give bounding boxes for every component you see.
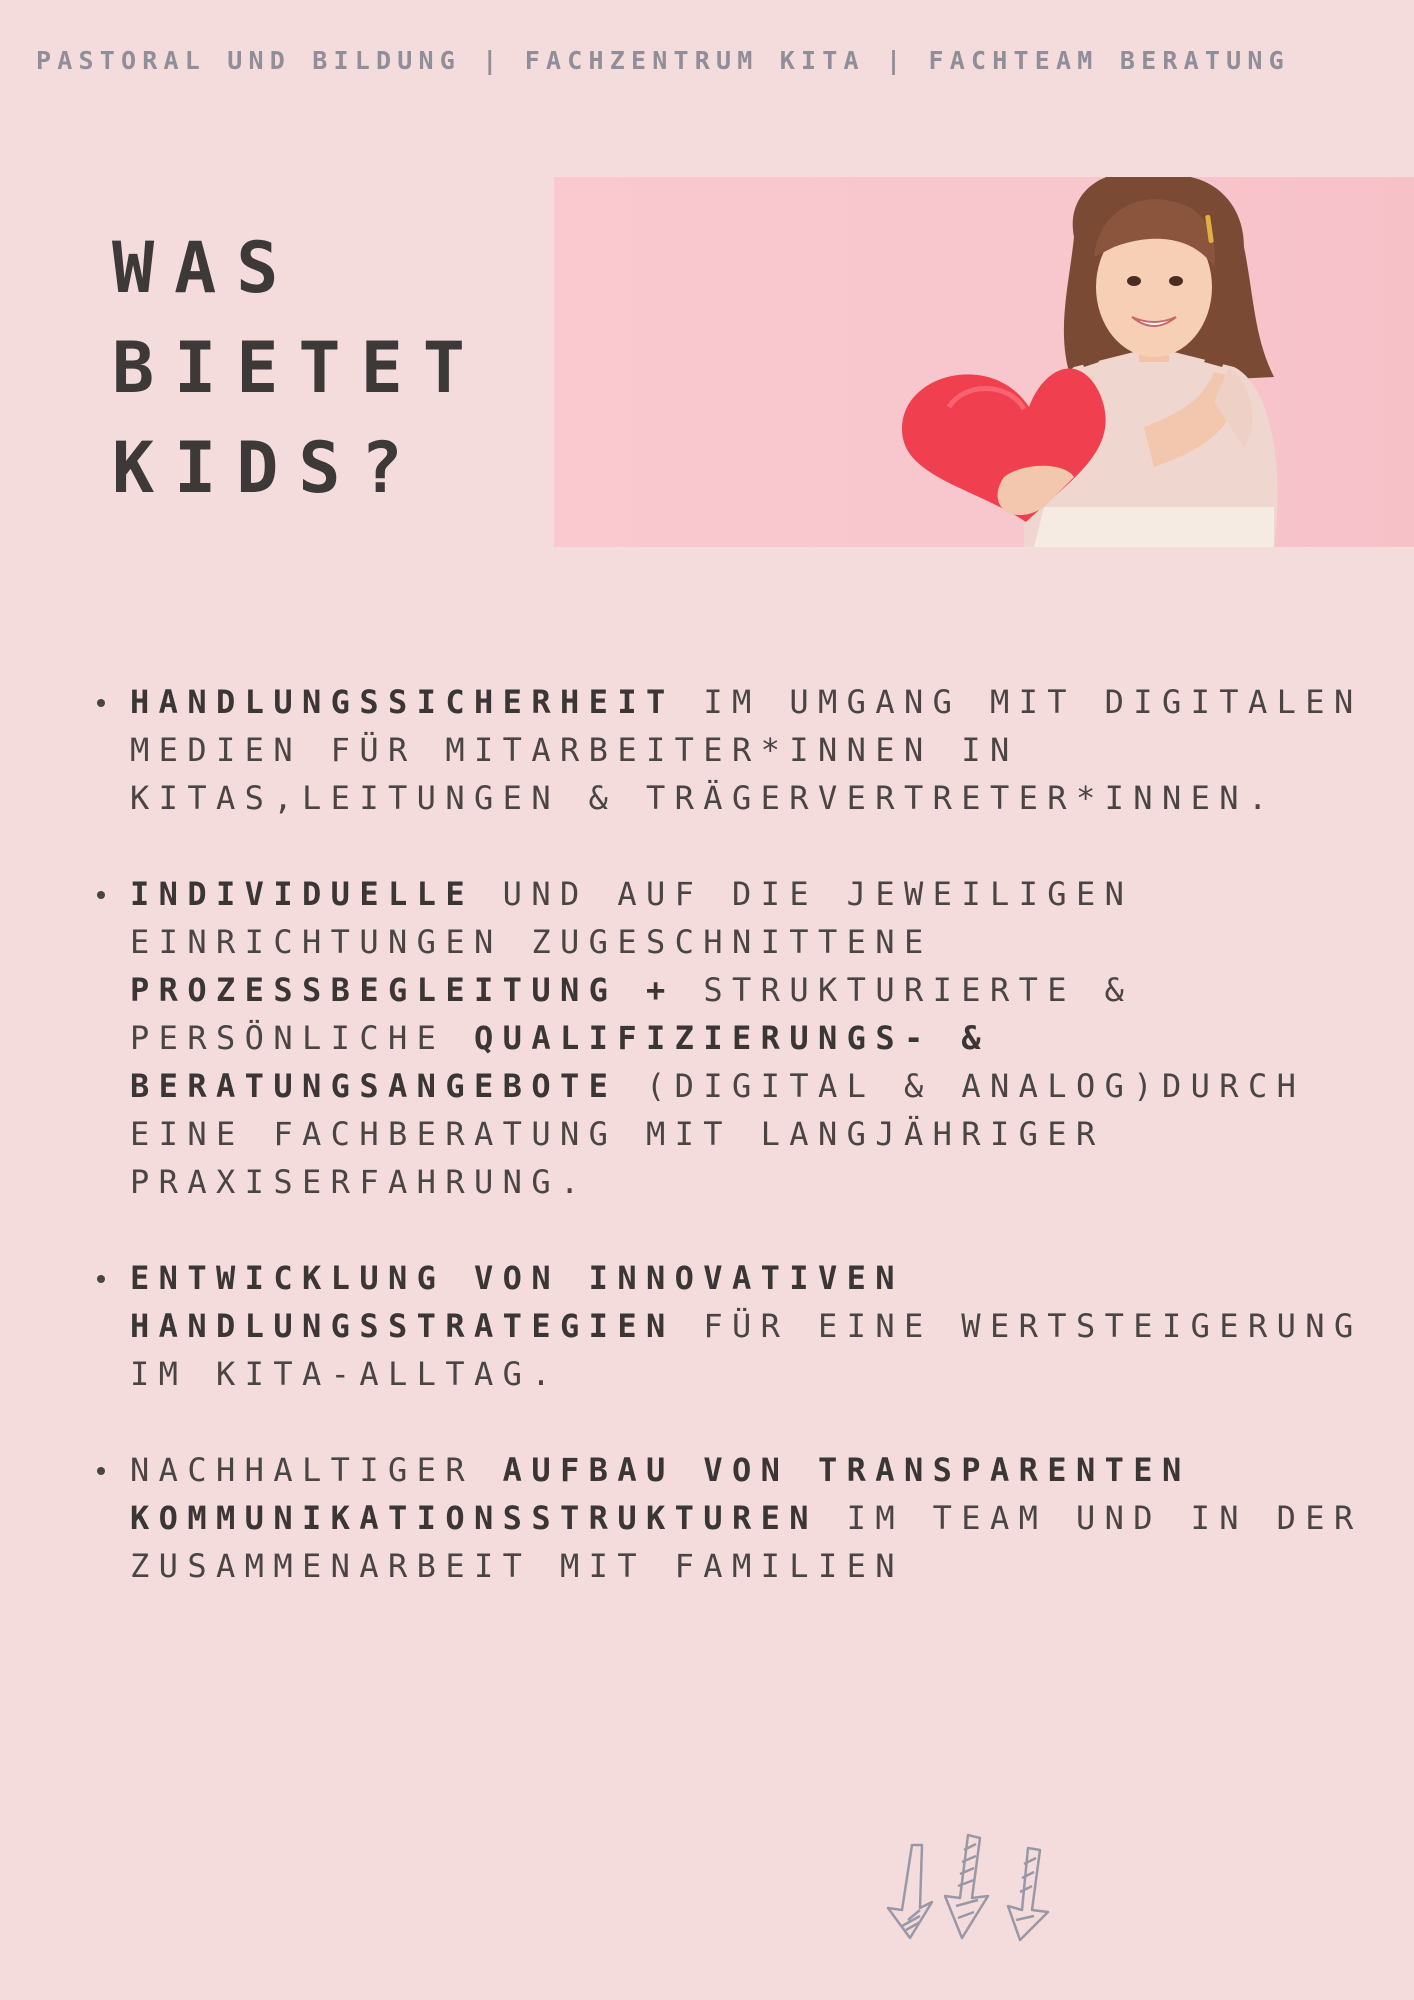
girl-holding-heart-photo-icon: [554, 177, 1414, 547]
list-item: NACHHALTIGER AUFBAU VON TRANSPARENTEN KOMMUNIKATIONSSTRUKTUREN IM TEAM UND IN DER ZUSAMMENARBEIT MIT FAMILIEN: [92, 1446, 1382, 1590]
title-line-3: KIDS?: [112, 427, 423, 509]
title-line-1: WAS: [112, 227, 299, 309]
offer-list: [92, 678, 1382, 1638]
list-item: ENTWICKLUNG VON INNOVATIVEN HANDLUNGSSTRATEGIEN FÜR EINE WERTSTEIGERUNG IM KITA-ALLTAG.: [92, 1254, 1382, 1398]
list-item: HANDLUNGSSICHERHEIT IM UMGANG MIT DIGITALEN MEDIEN FÜR MITARBEITER*INNEN IN KITAS,LEITUNGEN & TRÄGERVERTRETER*INNEN.: [92, 678, 1382, 822]
title-line-2: BIETET: [112, 327, 485, 409]
hand-drawn-arrows-down-icon: [880, 1830, 1060, 1950]
page-title: [112, 218, 485, 518]
hero-photo: [554, 177, 1414, 547]
list-item: INDIVIDUELLE UND AUF DIE JEWEILIGEN EINRICHTUNGEN ZUGESCHNITTENE PROZESSBEGLEITUNG + STRUKTURIERTE & PERSÖNLICHE QUALIFIZIERUNGS- & BERATUNGSANGEBOTE (DIGITAL & ANALOG)DURCH EINE FACHBERATUNG MIT LANGJÄHRIGER PRAXISERFAHRUNG.: [92, 870, 1382, 1206]
header-breadcrumb: PASTORAL UND BILDUNG | FACHZENTRUM KITA | FACHTEAM BERATUNG: [36, 46, 1290, 75]
